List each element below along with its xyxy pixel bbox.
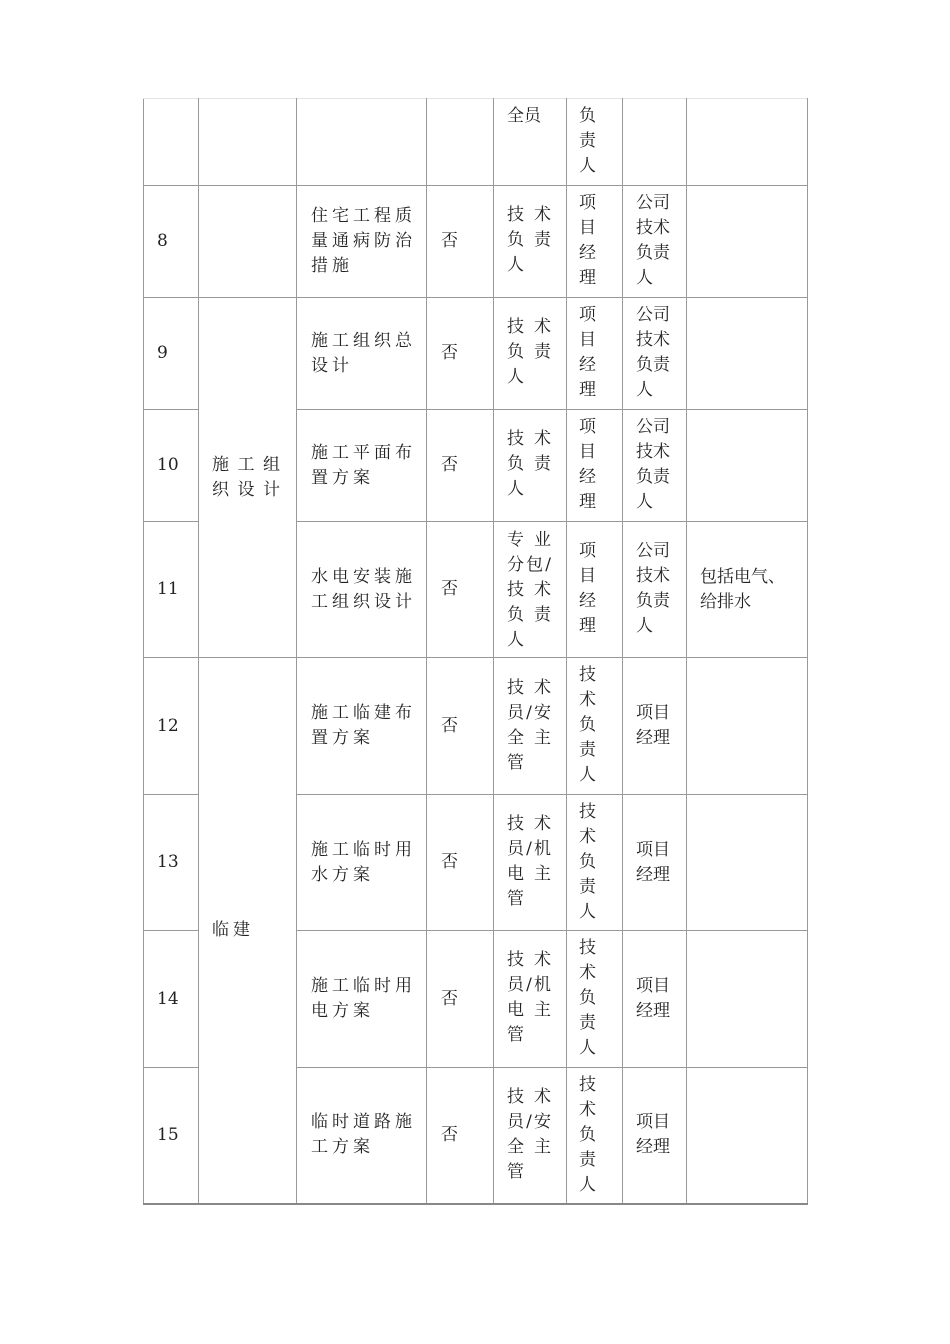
row-number: 14 — [144, 931, 199, 1068]
drafter-cell: 技术员/安全主管 — [494, 658, 567, 795]
review-flag: 否 — [427, 298, 494, 410]
table-row — [144, 658, 808, 795]
reviewer-cell: 技术负责人 — [567, 931, 623, 1068]
drafter-text: 全员 — [507, 106, 541, 126]
document-name: 住宅工程质量通病防治措施 — [297, 186, 427, 298]
approver-cell: 公司技术负责人 — [623, 522, 687, 658]
document-name: 临时道路施工方案 — [297, 1068, 427, 1204]
review-flag: 否 — [427, 658, 494, 795]
remark-cell — [687, 658, 808, 795]
document-table-wrapper — [143, 98, 808, 1205]
reviewer-cell: 技术负责人 — [567, 658, 623, 795]
drafter-cell: 技术负责人 — [494, 410, 567, 522]
remark-cell — [687, 795, 808, 931]
document-name: 施工平面布置方案 — [297, 410, 427, 522]
reviewer-cell: 技术负责人 — [567, 1068, 623, 1204]
approver-cell — [623, 99, 687, 186]
row-number: 13 — [144, 795, 199, 931]
drafter-cell: 技术员/机电主管 — [494, 795, 567, 931]
document-name: 施工临时用电方案 — [297, 931, 427, 1068]
approver-cell: 项目经理 — [623, 658, 687, 795]
reviewer-text: 负 责 人 — [579, 106, 596, 176]
remark-cell: 包括电气、给排水 — [687, 522, 808, 658]
document-name: 施工组织总设计 — [297, 298, 427, 410]
document-name: 施工临建布置方案 — [297, 658, 427, 795]
review-flag: 否 — [427, 795, 494, 931]
table-row — [144, 298, 808, 410]
approver-cell: 项目经理 — [623, 931, 687, 1068]
reviewer-cell: 项目经理 — [567, 186, 623, 298]
reviewer-cell: 项目经理 — [567, 298, 623, 410]
table-row — [144, 99, 808, 186]
remark-cell — [687, 186, 808, 298]
document-table — [143, 98, 808, 1205]
row-number: 11 — [144, 522, 199, 658]
approver-cell: 项目经理 — [623, 1068, 687, 1204]
reviewer-cell: 技术负责人 — [567, 795, 623, 931]
review-flag: 否 — [427, 522, 494, 658]
row-number: 8 — [144, 186, 199, 298]
drafter-cell: 技术员/安全主管 — [494, 1068, 567, 1204]
approver-cell: 项目经理 — [623, 795, 687, 931]
review-flag — [427, 99, 494, 186]
document-name: 水电安装施工组织设计 — [297, 522, 427, 658]
category-cell — [199, 99, 297, 186]
reviewer-cell — [567, 99, 623, 186]
remark-cell — [687, 1068, 808, 1204]
drafter-cell — [494, 99, 567, 186]
drafter-cell: 技术负责人 — [494, 186, 567, 298]
row-number: 15 — [144, 1068, 199, 1204]
drafter-cell: 技术员/机电主管 — [494, 931, 567, 1068]
row-number: 10 — [144, 410, 199, 522]
approver-cell: 公司技术负责人 — [623, 298, 687, 410]
approver-cell: 公司技术负责人 — [623, 410, 687, 522]
category-cell — [199, 186, 297, 298]
drafter-cell: 技术负责人 — [494, 298, 567, 410]
remark-cell — [687, 99, 808, 186]
drafter-cell: 专业分包/技术负责人 — [494, 522, 567, 658]
remark-cell — [687, 931, 808, 1068]
row-number — [144, 99, 199, 186]
table-row — [144, 186, 808, 298]
remark-cell — [687, 410, 808, 522]
review-flag: 否 — [427, 1068, 494, 1204]
review-flag: 否 — [427, 410, 494, 522]
row-number: 9 — [144, 298, 199, 410]
document-name: 施工临时用水方案 — [297, 795, 427, 931]
row-number: 12 — [144, 658, 199, 795]
review-flag: 否 — [427, 186, 494, 298]
reviewer-cell: 项目经理 — [567, 522, 623, 658]
document-name — [297, 99, 427, 186]
remark-cell — [687, 298, 808, 410]
approver-cell: 公司技术负责人 — [623, 186, 687, 298]
category-temp-works: 临建 — [199, 658, 297, 1204]
reviewer-cell: 项目经理 — [567, 410, 623, 522]
review-flag: 否 — [427, 931, 494, 1068]
category-org-design: 施工组织设计 — [199, 298, 297, 658]
